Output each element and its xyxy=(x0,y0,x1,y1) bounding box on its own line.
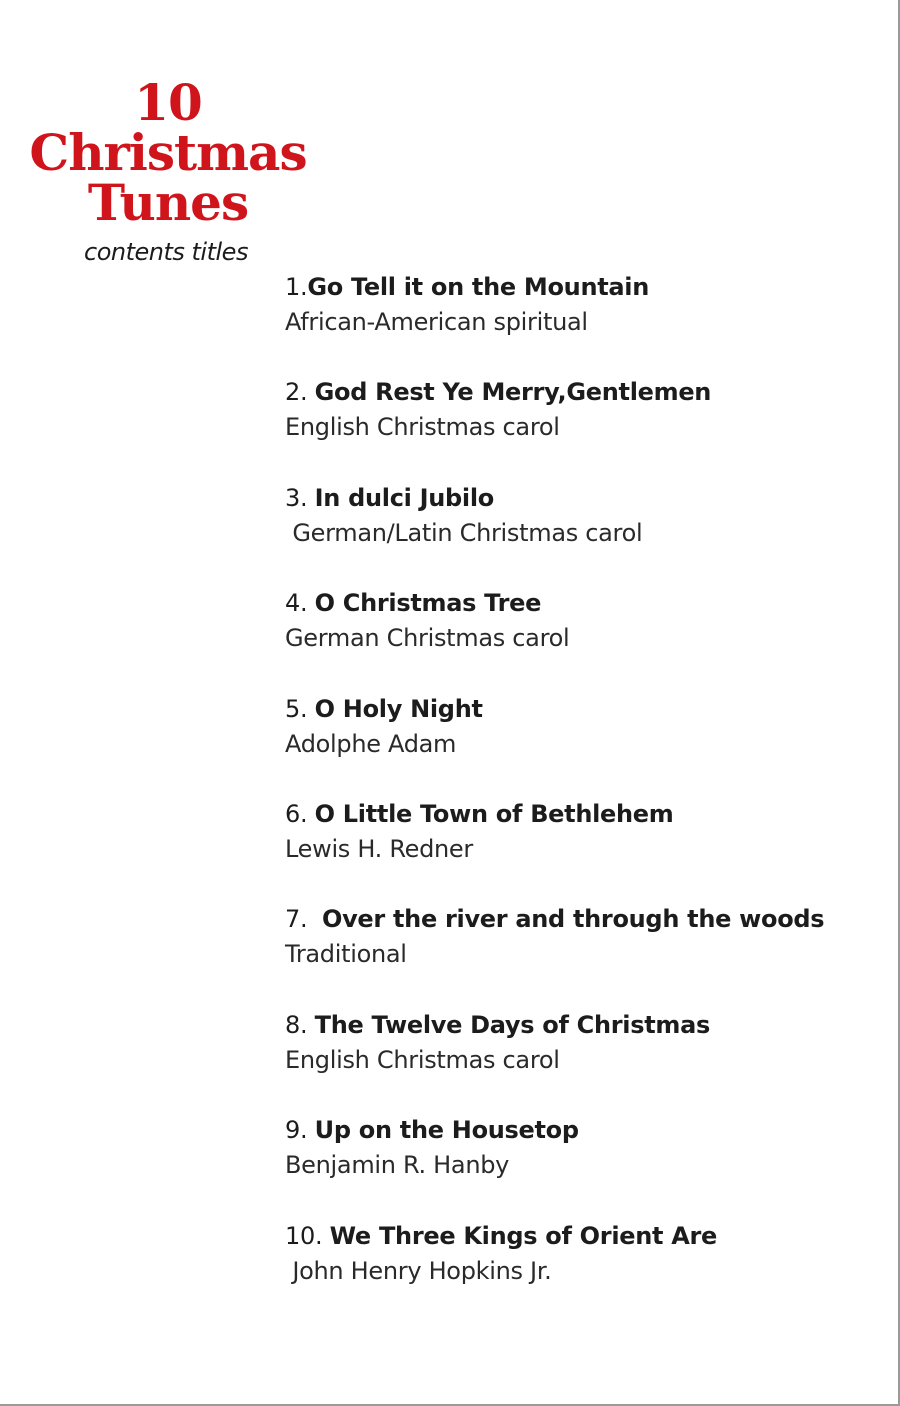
item-composer: German/Latin Christmas carol xyxy=(285,518,643,547)
item-number: 3. xyxy=(285,483,315,512)
contents-item xyxy=(285,375,824,480)
contents-item xyxy=(285,692,824,797)
contents-item xyxy=(285,797,824,902)
item-heading xyxy=(285,797,824,832)
item-composer: English Christmas carol xyxy=(285,413,560,442)
item-title: In dulci Jubilo xyxy=(314,483,494,512)
contents-item xyxy=(285,270,824,375)
item-heading xyxy=(285,1113,824,1148)
item-number: 6. xyxy=(285,799,315,828)
item-number: 9. xyxy=(285,1116,315,1145)
item-number: 1. xyxy=(285,273,308,301)
item-title: O Christmas Tree xyxy=(314,589,542,618)
item-number: 4. xyxy=(285,589,315,618)
item-heading xyxy=(285,270,824,305)
item-composer: English Christmas carol xyxy=(285,1045,560,1074)
item-title: The Twelve Days of Christmas xyxy=(314,1010,710,1039)
item-heading xyxy=(285,1008,824,1043)
item-heading xyxy=(285,902,824,937)
item-composer: Lewis H. Redner xyxy=(285,834,473,863)
item-heading xyxy=(285,375,824,410)
item-number: 8. xyxy=(285,1010,315,1039)
item-heading xyxy=(285,481,824,516)
item-number: 2. xyxy=(285,378,315,407)
contents-list xyxy=(285,270,824,1324)
item-number: 7. xyxy=(285,905,322,934)
title-line-tunes: Tunes xyxy=(87,173,249,232)
contents-item xyxy=(285,586,824,691)
item-title: We Three Kings of Orient Are xyxy=(329,1221,718,1250)
item-title: God Rest Ye Merry,Gentlemen xyxy=(314,378,712,407)
contents-item xyxy=(285,1008,824,1113)
subtitle: contents titles xyxy=(84,238,248,266)
item-title: Over the river and through the woods xyxy=(321,905,825,934)
item-title: Up on the Housetop xyxy=(314,1116,579,1145)
item-composer: Benjamin R. Hanby xyxy=(285,1151,510,1180)
item-title: O Holy Night xyxy=(314,694,483,723)
contents-item xyxy=(285,1113,824,1218)
item-composer: Traditional xyxy=(285,940,407,969)
contents-item xyxy=(285,1219,824,1324)
item-composer: John Henry Hopkins Jr. xyxy=(285,1256,552,1285)
item-number: 10. xyxy=(285,1221,330,1250)
item-title: Go Tell it on the Mountain xyxy=(307,273,650,301)
item-heading xyxy=(285,692,824,727)
item-heading xyxy=(285,1219,824,1254)
contents-item xyxy=(285,902,824,1007)
item-composer: German Christmas carol xyxy=(285,624,570,653)
book-title xyxy=(20,73,316,232)
contents-item xyxy=(285,481,824,586)
title-line-christmas: Christmas xyxy=(29,123,307,182)
item-title: O Little Town of Bethlehem xyxy=(314,799,674,828)
item-heading xyxy=(285,586,824,621)
item-composer: African-American spiritual xyxy=(285,308,588,336)
item-composer: Adolphe Adam xyxy=(285,729,457,758)
title-number: 10 xyxy=(134,73,202,132)
item-number: 5. xyxy=(285,694,315,723)
